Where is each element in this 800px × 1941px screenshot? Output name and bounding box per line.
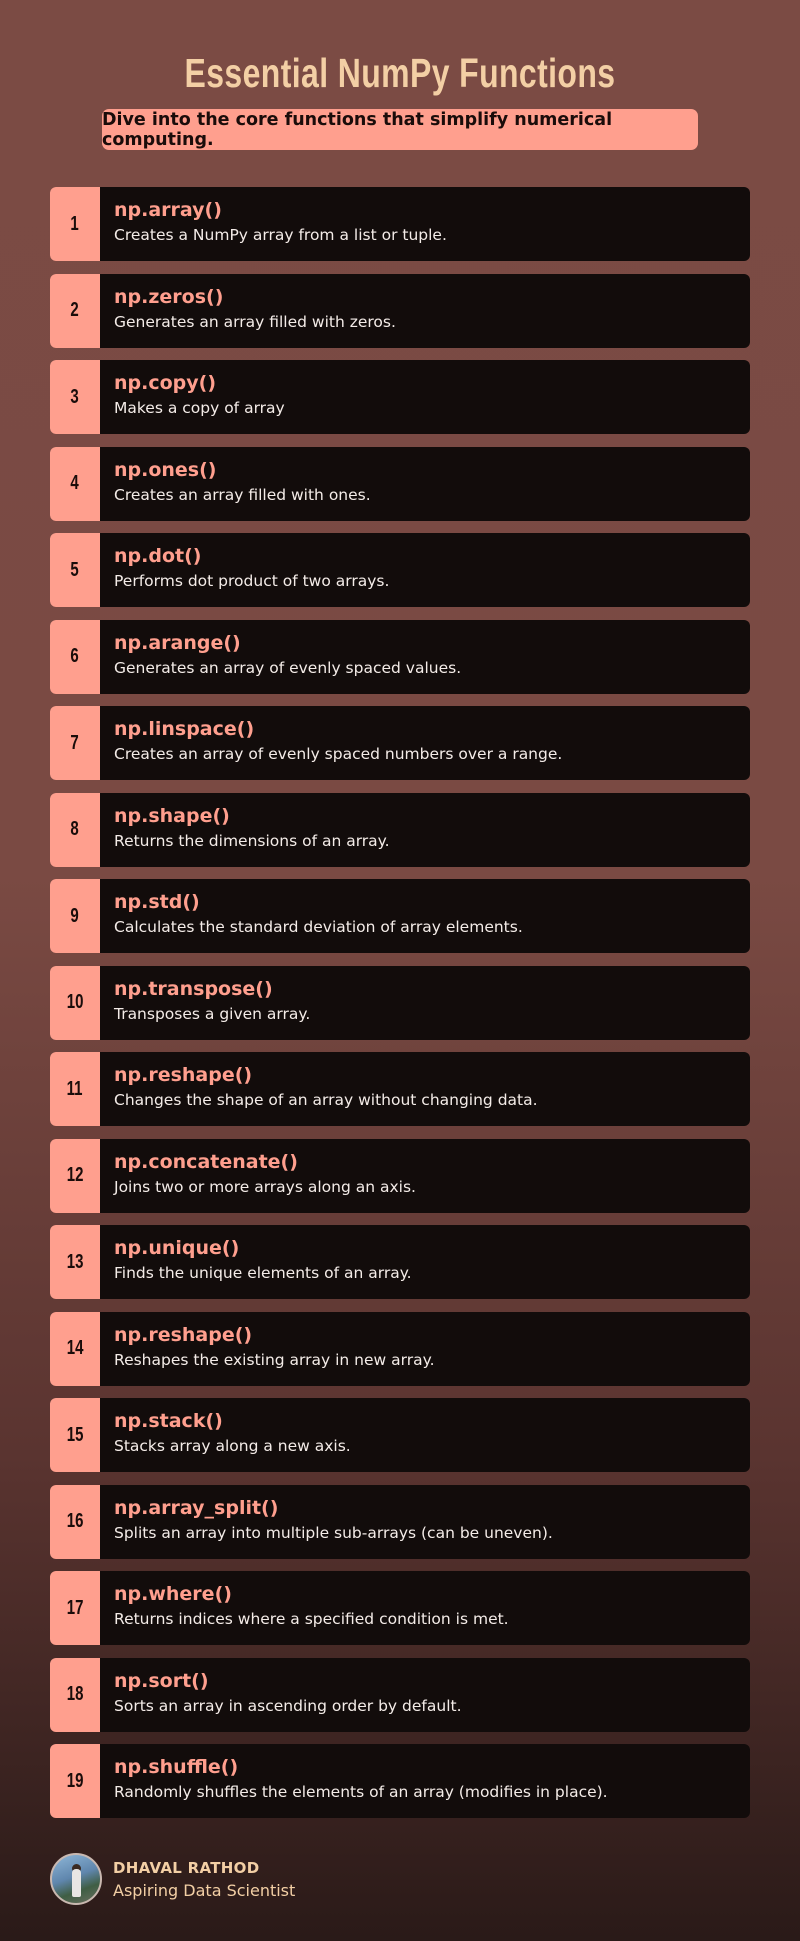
function-description: Performs dot product of two arrays. <box>114 572 390 590</box>
function-card <box>50 793 750 867</box>
function-card <box>50 533 750 607</box>
function-description: Creates an array filled with ones. <box>114 485 371 504</box>
card-number: 17 <box>50 1571 100 1645</box>
function-name: np.ones() <box>114 458 217 481</box>
function-card <box>50 274 750 348</box>
function-name: np.linspace() <box>114 718 255 740</box>
function-name: np.unique() <box>114 1237 240 1259</box>
card-number: 6 <box>50 620 100 694</box>
function-name: np.transpose() <box>114 977 273 1000</box>
function-card <box>50 1571 750 1645</box>
card-number: 12 <box>50 1139 100 1213</box>
function-description: Randomly shuffles the elements of an array (modifies in place). <box>114 1783 608 1801</box>
function-name: np.stack() <box>114 1410 223 1432</box>
function-card <box>50 1398 750 1472</box>
function-card <box>50 620 750 694</box>
function-name: np.std() <box>114 891 200 913</box>
function-description: Creates a NumPy array from a list or tuple. <box>114 226 447 244</box>
card-number: 8 <box>50 793 100 867</box>
card-number: 5 <box>50 533 100 607</box>
subtitle-banner: Dive into the core functions that simplify numerical computing. <box>102 109 698 150</box>
card-number: 1 <box>50 187 100 261</box>
card-number: 19 <box>50 1744 100 1818</box>
card-number: 18 <box>50 1658 100 1732</box>
author-name: DHAVAL RATHOD <box>113 1858 260 1877</box>
function-card <box>50 1658 750 1732</box>
function-description: Creates an array of evenly spaced numbers over a range. <box>114 745 563 763</box>
function-description: Joins two or more arrays along an axis. <box>114 1177 416 1196</box>
function-name: np.array() <box>114 199 222 221</box>
function-name: np.arange() <box>114 631 241 654</box>
function-description: Transposes a given array. <box>114 1004 311 1023</box>
card-number: 9 <box>50 879 100 953</box>
function-card <box>50 879 750 953</box>
function-description: Generates an array of evenly spaced values. <box>114 658 462 677</box>
function-card <box>50 447 750 521</box>
card-number: 16 <box>50 1485 100 1559</box>
function-name: np.copy() <box>114 372 217 394</box>
author-role: Aspiring Data Scientist <box>113 1880 296 1900</box>
function-description: Splits an array into multiple sub-arrays (can be uneven). <box>114 1523 553 1542</box>
function-name: np.reshape() <box>114 1064 253 1086</box>
card-number: 10 <box>50 966 100 1040</box>
function-description: Stacks array along a new axis. <box>114 1437 351 1455</box>
function-description: Returns indices where a specified condition is met. <box>114 1610 509 1628</box>
function-description: Makes a copy of array <box>114 399 285 417</box>
function-name: np.dot() <box>114 545 202 567</box>
function-name: np.array_split() <box>114 1496 279 1519</box>
function-name: np.sort() <box>114 1669 209 1692</box>
function-description: Calculates the standard deviation of array elements. <box>114 918 523 936</box>
avatar-figure <box>72 1869 81 1897</box>
function-name: np.shuffle() <box>114 1756 239 1778</box>
function-description: Reshapes the existing array in new array. <box>114 1350 435 1369</box>
card-number: 13 <box>50 1225 100 1299</box>
card-number: 15 <box>50 1398 100 1472</box>
avatar <box>50 1853 102 1905</box>
function-description: Changes the shape of an array without changing data. <box>114 1091 538 1109</box>
function-name: np.shape() <box>114 804 230 827</box>
function-description: Sorts an array in ascending order by default. <box>114 1696 462 1715</box>
function-card <box>50 187 750 261</box>
function-card <box>50 1485 750 1559</box>
author-info <box>113 1859 295 1900</box>
function-card <box>50 1312 750 1386</box>
function-card <box>50 966 750 1040</box>
function-card <box>50 1052 750 1126</box>
function-card <box>50 1225 750 1299</box>
function-list <box>50 187 750 1831</box>
card-number: 11 <box>50 1052 100 1126</box>
card-number: 14 <box>50 1312 100 1386</box>
function-description: Returns the dimensions of an array. <box>114 831 390 850</box>
author-footer <box>50 1853 295 1905</box>
card-number: 4 <box>50 447 100 521</box>
page-title: Essential NumPy Functions <box>184 50 616 96</box>
card-number: 2 <box>50 274 100 348</box>
card-number: 7 <box>50 706 100 780</box>
function-name: np.where() <box>114 1583 232 1605</box>
function-name: np.reshape() <box>114 1323 253 1346</box>
function-name: np.zeros() <box>114 285 224 308</box>
function-card <box>50 360 750 434</box>
function-card <box>50 1139 750 1213</box>
function-card <box>50 706 750 780</box>
function-card <box>50 1744 750 1818</box>
function-description: Generates an array filled with zeros. <box>114 312 396 331</box>
function-name: np.concatenate() <box>114 1150 298 1173</box>
card-number: 3 <box>50 360 100 434</box>
function-description: Finds the unique elements of an array. <box>114 1264 412 1282</box>
